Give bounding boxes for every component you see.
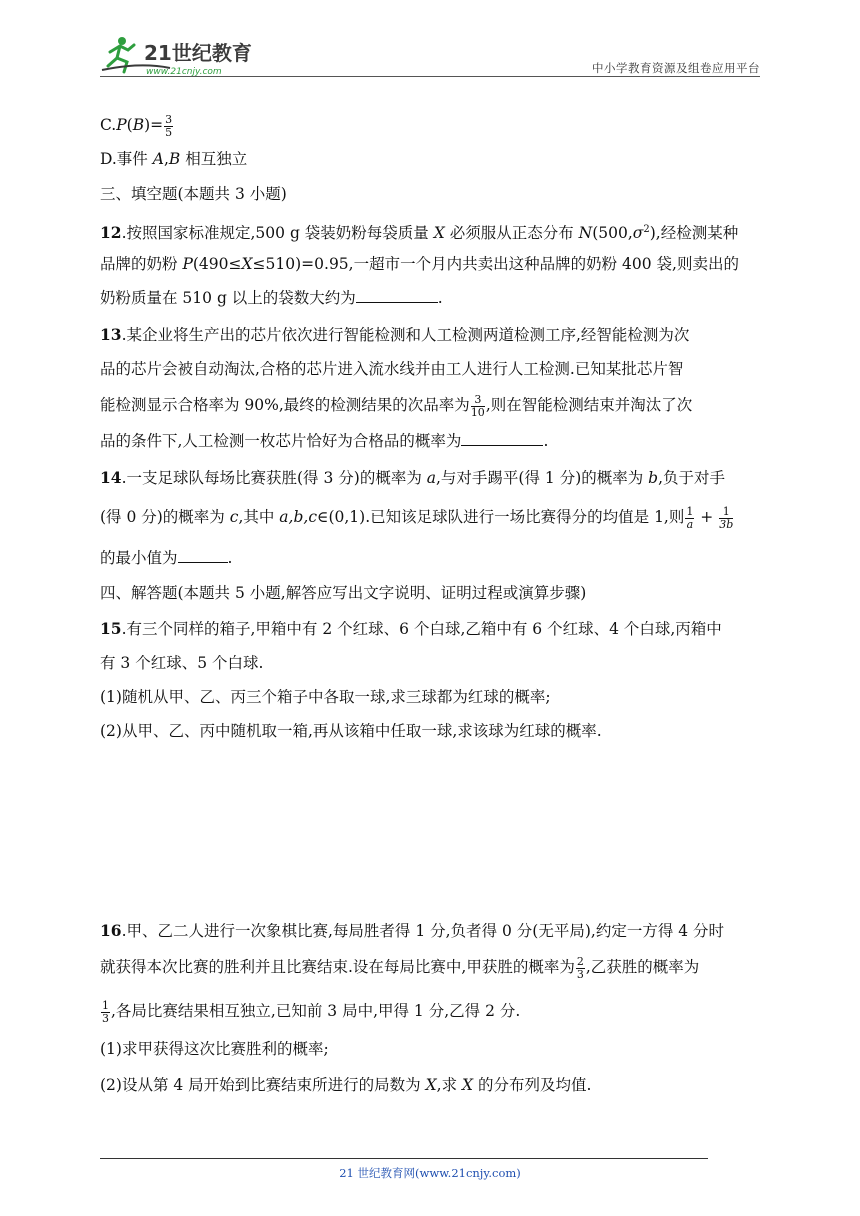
fraction: $\frac{3}{5}$: [165, 112, 173, 139]
question-16-part2: (2)设从第 4 局开始到比赛结束所进行的局数为 X,求 X 的分布列及均值.: [100, 1076, 592, 1094]
question-15-line2: 有 3 个红球、5 个白球.: [100, 654, 264, 672]
question-12-line1: 12.按照国家标准规定,500 g 袋装奶粉每袋质量 X 必须服从正态分布 $N(500,\sigma^2)$,经检测某种: [100, 223, 739, 243]
question-13-line1: 13.某企业将生产出的芯片依次进行智能检测和人工检测两道检测工序,经智能检测为次: [100, 325, 690, 344]
question-16-line3: $\frac{1}{3}$ ,各局比赛结果相互独立,已知前 3 局中,甲得 1 分,乙得 2 分.: [102, 998, 521, 1025]
question-13-line2: 品的芯片会被自动淘汰,合格的芯片进入流水线并由工人进行人工检测.已知某批芯片智: [100, 360, 684, 378]
answer-blank[interactable]: [461, 427, 543, 446]
question-14-line3: 的最小值为 .: [100, 541, 232, 575]
question-15-part1: (1)随机从甲、乙、丙三个箱子中各取一球,求三球都为红球的概率;: [100, 688, 551, 706]
answer-blank[interactable]: [178, 544, 228, 563]
question-13-line3: 能检测显示合格率为 90%,最终的检测结果的次品率为 $\frac{3}{10}$ ,则在智能检测结束并淘汰了次: [100, 392, 693, 419]
option-c: C.P(B)= $\frac{3}{5}$: [100, 112, 173, 139]
platform-title: 中小学教育资源及组卷应用平台: [592, 61, 760, 75]
answer-blank[interactable]: [356, 284, 438, 303]
option-d: D.事件 A,B 相互独立: [100, 150, 248, 168]
question-12-line2: 品牌的奶粉 P(490≤X≤510)=0.95,一超市一个月内共卖出这种品牌的奶粉 400 袋,则卖出的: [100, 255, 739, 273]
svg-text:www.21cnjy.com: www.21cnjy.com: [146, 67, 222, 77]
question-14-line2: (得 0 分)的概率为 c,其中 a,b,c∈(0,1).已知该足球队进行一场比赛得分的均值是 1,则 $\frac{1}{a}$ + $\frac{1}{3b}$: [100, 504, 734, 531]
question-16-part1: (1)求甲获得这次比赛胜利的概率;: [100, 1040, 329, 1058]
question-16-line1: 16.甲、乙二人进行一次象棋比赛,每局胜者得 1 分,负者得 0 分(无平局),约定一方得 4 分时: [100, 921, 725, 940]
page-footer: 21 世纪教育网(www.21cnjy.com): [339, 1166, 521, 1180]
question-15-part2: (2)从甲、乙、丙中随机取一箱,再从该箱中任取一球,求该球为红球的概率.: [100, 722, 602, 740]
section-heading-fill-in: 三、填空题(本题共 3 小题): [100, 185, 287, 203]
fraction: $\frac{1}{3b}$: [719, 504, 734, 531]
question-15-line1: 15.有三个同样的箱子,甲箱中有 2 个红球、6 个白球,乙箱中有 6 个红球、4 个白球,丙箱中: [100, 619, 722, 638]
fraction: $\frac{2}{3}$: [576, 954, 584, 981]
question-13-line4: 品的条件下,人工检测一枚芯片恰好为合格品的概率为 .: [100, 424, 548, 458]
footer-divider: [100, 1158, 708, 1159]
question-16-line2: 就获得本次比赛的胜利并且比赛结束.设在每局比赛中,甲获胜的概率为 $\frac{2}{3}$ ,乙获胜的概率为: [100, 954, 700, 981]
header-divider: [100, 76, 760, 77]
svg-text:21世纪教育: 21世纪教育: [144, 41, 252, 65]
page-header: [100, 32, 760, 78]
fraction: $\frac{3}{10}$: [470, 392, 485, 419]
fraction: $\frac{1}{a}$: [686, 504, 694, 531]
site-logo: [100, 32, 260, 78]
question-12-line3: 奶粉质量在 510 g 以上的袋数大约为 .: [100, 281, 443, 315]
question-14-line1: 14.一支足球队每场比赛获胜(得 3 分)的概率为 a,与对手踢平(得 1 分)的概率为 b,负于对手: [100, 468, 726, 487]
section-heading-answer: 四、解答题(本题共 5 小题,解答应写出文字说明、证明过程或演算步骤): [100, 584, 587, 602]
fraction: $\frac{1}{3}$: [102, 998, 109, 1025]
